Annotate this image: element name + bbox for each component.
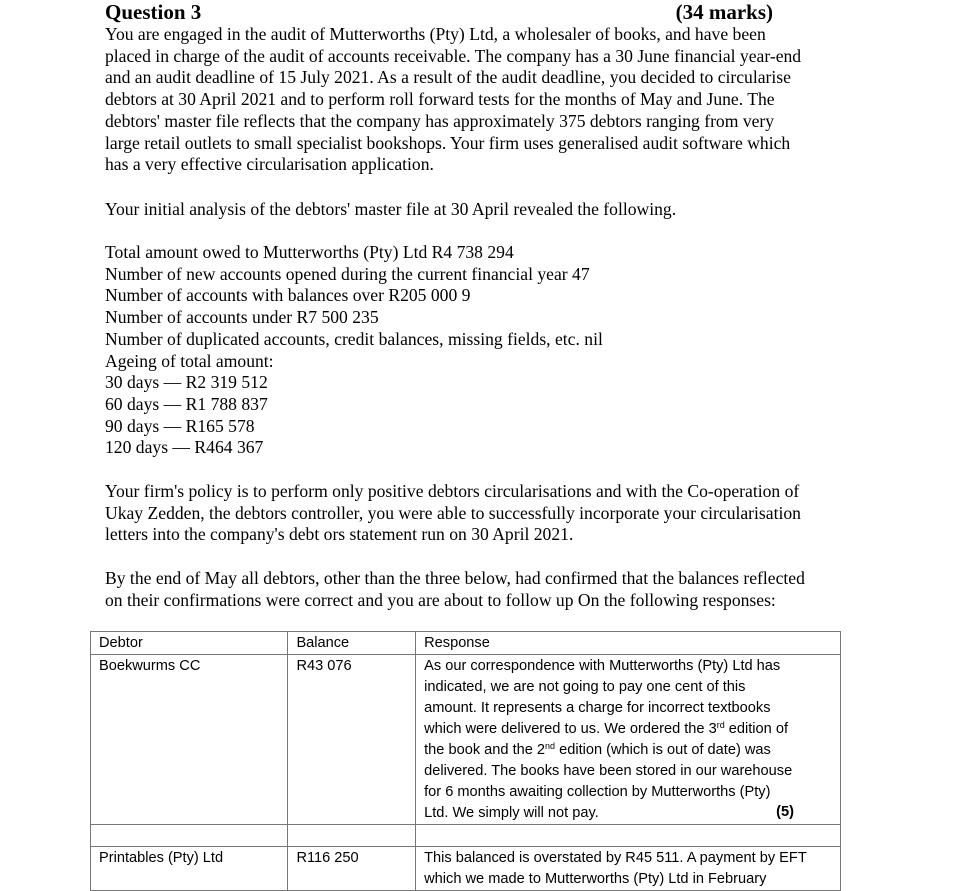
text-line: debtors' master file reflects that the company has approximately 375 debtors ranging from very <box>105 110 775 131</box>
text-line: Your firm's policy is to perform only positive debtors circularisations and with the Co-operation of <box>105 481 800 501</box>
text-line: debtors at 30 April 2021 and to perform roll forward tests for the months of May and June. The <box>105 89 775 110</box>
analysis-line: 30 days — R2 319 512 <box>105 372 268 393</box>
analysis-line: Number of duplicated accounts, credit balances, missing fields, etc. nil <box>105 328 603 349</box>
header-response: Response <box>416 632 841 655</box>
text-line: Ukay Zedden, the debtors controller, you were able to successfully incorporate your circularisation <box>105 502 801 523</box>
table-row <box>91 655 841 825</box>
empty-cell <box>416 825 841 847</box>
text-line: large retail outlets to small specialist bookshops. Your firm uses generalised audit software which <box>105 132 791 153</box>
question-mark-allocation: (5) <box>776 804 794 820</box>
response-line: indicated, we are not going to pay one cent of this <box>424 679 746 695</box>
response-line: which we made to Mutterworths (Pty) Ltd in February <box>424 871 767 887</box>
analysis-line: 60 days — R1 788 837 <box>105 393 268 414</box>
empty-cell <box>91 825 288 847</box>
text-line: You are engaged in the audit of Mutterworths (Pty) Ltd, a wholesaler of books, and have been <box>105 24 766 44</box>
question-marks: (34 marks) <box>675 0 773 24</box>
followup-paragraph <box>105 568 875 611</box>
analysis-intro-paragraph <box>105 199 875 221</box>
text-line: By the end of May all debtors, other than the three below, had confirmed that the balances reflected <box>105 568 805 588</box>
superscript: nd <box>545 741 556 751</box>
header-balance: Balance <box>288 632 416 655</box>
analysis-line: 90 days — R165 578 <box>105 415 255 436</box>
text-line: letters into the company's debt ors statement run on 30 April 2021. <box>105 524 574 545</box>
response-line <box>424 740 832 761</box>
response-text: the book and the 2 <box>424 742 546 758</box>
response-line: This balanced is overstated by R45 511. A payment by EFT <box>424 850 807 866</box>
balance-cell: R43 076 <box>288 655 416 825</box>
analysis-line: Number of new accounts opened during the current financial year 47 <box>105 263 590 284</box>
response-line <box>424 803 832 824</box>
text-line: has a very effective circularisation application. <box>105 154 434 175</box>
response-line: amount. It represents a charge for incorrect textbooks <box>424 700 771 716</box>
table-row <box>91 847 841 891</box>
debtor-cell: Boekwurms CC <box>91 655 288 825</box>
question-header <box>105 0 773 24</box>
response-line: for 6 months awaiting collection by Mutterworths (Pty) <box>424 784 771 800</box>
policy-paragraph <box>105 481 875 546</box>
analysis-line: Total amount owed to Mutterworths (Pty) Ltd R4 738 294 <box>105 242 514 262</box>
response-text: which were delivered to us. We ordered the 3 <box>424 721 717 737</box>
balance-cell: R116 250 <box>288 847 416 891</box>
analysis-line: Number of accounts with balances over R205 000 9 <box>105 285 471 306</box>
text-line: and an audit deadline of 15 July 2021. As a result of the audit deadline, you decided to circularise <box>105 67 791 88</box>
table-row-empty <box>91 825 841 847</box>
analysis-list <box>105 242 875 459</box>
debtor-responses-table <box>90 631 841 891</box>
analysis-line: Number of accounts under R7 500 235 <box>105 307 379 328</box>
text-line: on their confirmations were correct and you are about to follow up On the following responses: <box>105 589 776 610</box>
response-line: delivered. The books have been stored in our warehouse <box>424 763 793 779</box>
text-line: Your initial analysis of the debtors' master file at 30 April revealed the following. <box>105 199 677 219</box>
response-text: Ltd. We simply will not pay. <box>424 805 599 821</box>
table-header-row <box>91 632 841 655</box>
analysis-line: Ageing of total amount: <box>105 350 274 371</box>
superscript: rd <box>716 720 725 730</box>
response-text: edition of <box>724 721 789 737</box>
intro-paragraph <box>105 24 875 176</box>
response-text: edition (which is out of date) was <box>555 742 771 758</box>
response-cell <box>416 655 841 825</box>
debtor-cell: Printables (Pty) Ltd <box>91 847 288 891</box>
analysis-line: 120 days — R464 367 <box>105 437 264 458</box>
empty-cell <box>288 825 416 847</box>
text-line: placed in charge of the audit of accounts receivable. The company has a 30 June financial year-end <box>105 45 802 66</box>
response-cell <box>416 847 841 891</box>
header-debtor: Debtor <box>91 632 288 655</box>
response-line: As our correspondence with Mutterworths (Pty) Ltd has <box>424 658 781 674</box>
response-line <box>424 719 832 740</box>
question-title: Question 3 <box>105 0 202 24</box>
